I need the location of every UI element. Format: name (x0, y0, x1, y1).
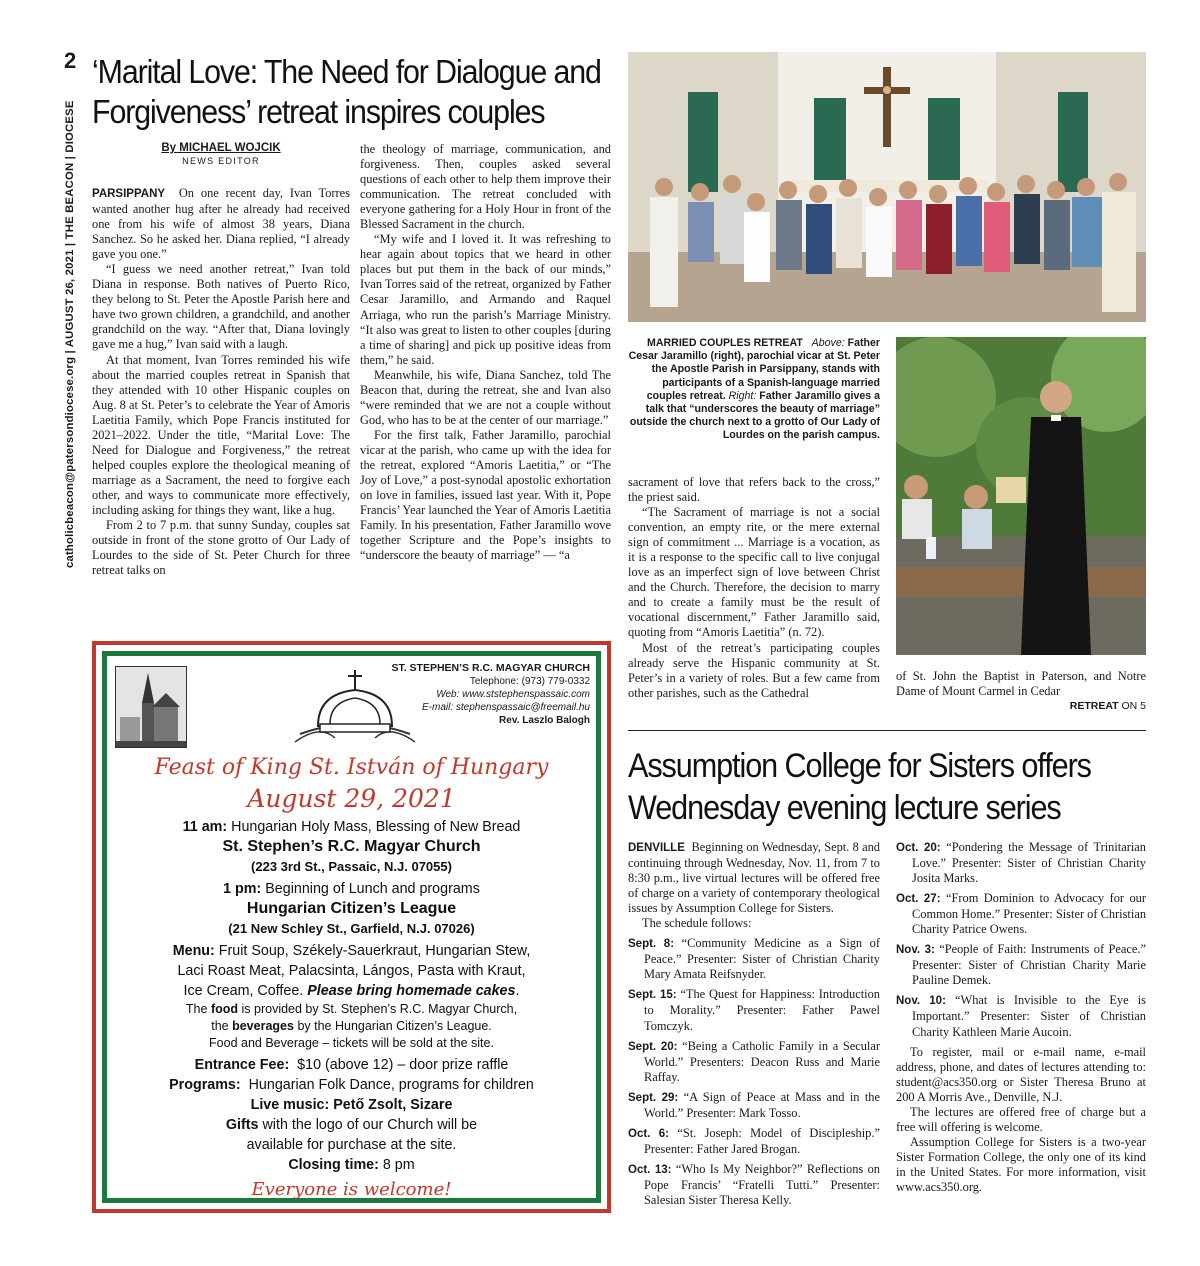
folio-sidebar: catholicbeacon@patersondiocese.org | AUGUST 26, 2021 | THE BEACON | DIOCESE (64, 100, 76, 568)
bev-text: by the Hungarian Citizen’s League. (297, 1019, 492, 1033)
paragraph: The schedule follows: (642, 916, 752, 931)
article2-headline (628, 745, 1132, 829)
cake-period: . (515, 983, 520, 999)
schedule-date: Oct. 6: (628, 1127, 670, 1140)
article2-column-2 (896, 840, 1146, 1195)
paragraph: Meanwhile, his wife, Diana Sanchez, told The Beacon that, during the retreat, she and Ivan also “were reminded that we are not a couple without God, who has to be at the center of our marriage.” (360, 367, 611, 427)
schedule-date: Sept. 20: (628, 1040, 678, 1053)
schedule-date: Oct. 20: (896, 842, 941, 854)
schedule-text: “Pondering the Message of Trinitarian Love.” Presenter: Sister of Christian Charity Josita Marks. (912, 840, 1146, 886)
caption-text-1: Father Cesar Jaramillo (right), parochial vicar at St. Peter the Apostle Parish in Parsippany, stands with participants of a Spanish-language married couples retreat. (628, 337, 880, 402)
schedule-list-2 (896, 840, 1146, 1040)
fee-label: Entrance Fee: (194, 1057, 290, 1073)
ad-title: Feast of King St. István of Hungary (154, 755, 549, 780)
paragraph: From 2 to 7 p.m. that sunny Sunday, couples sat outside in front of the stone grotto of Our Lady of Lourdes to the side of St. Peter Church for three retreat talks on (92, 518, 350, 578)
page-number: 2 (64, 48, 77, 73)
headline2-line-1: Assumption College for Sisters offers (628, 747, 1091, 785)
schedule-item (896, 891, 1146, 937)
food-pre: The (185, 1002, 208, 1016)
schedule-item (896, 942, 1146, 988)
photo-caption (628, 337, 880, 443)
church-image (115, 666, 187, 748)
gifts-label: Gifts (225, 1117, 259, 1133)
dateline-2: DENVILLE (628, 842, 685, 854)
schedule-date: Nov. 3: (896, 944, 935, 957)
paragraph: To register, mail or e-mail name, e-mail address, phone, and dates of lectures attending to: student@acs350.org or Sister Theresa Bruno at 200 A Morris Ave., Denville, N.J. (896, 1044, 1146, 1104)
paragraph: For the first talk, Father Jaramillo, parochial vicar at the parish, who came up with the idea for the retreat, explored “Amoris Laetitia,” or “The Joy of Love,” a post-synodal apostolic exhortation on love in families, issued last year. With it, Pope Francis’ Year launched the Year of Amoris Laetitia Family. In his presentation, Father Jaramillo wove together Scripture and the Pope’s insights to “underscore the beauty of marriage” — “a (360, 427, 611, 563)
schedule-item (628, 1126, 880, 1157)
headline-line-1: ‘Marital Love: The Need for Dialogue and (92, 53, 601, 90)
schedule-item (628, 1162, 880, 1208)
bev-pre: the (211, 1019, 229, 1033)
paragraph: Assumption College for Sisters is a two-year Sister Formation College, the only one of its kind in the United States. For more information, visit www.acs350.org. (896, 1134, 1146, 1194)
gifts-line-2: available for purchase at the site. (246, 1137, 457, 1153)
schedule-date: Oct. 27: (896, 893, 941, 906)
cake-note: Please bring homemade cakes (307, 983, 516, 999)
group-photo-image (628, 52, 1146, 322)
menu-line-3: Ice Cream, Coffee. (183, 983, 304, 999)
article-headline (92, 52, 607, 132)
lunch-text: Beginning of Lunch and programs (265, 881, 480, 897)
schedule-item (628, 1090, 880, 1121)
paragraph: At that moment, Ivan Torres reminded his wife about the married couples retreat in Spanish that they attended with 10 other Hispanic couples on Aug. 8 at St. Peter’s to celebrate the Year of Amoris Laetitia Family, which Pope Francis instituted for 2021–2022. Under the title, “Marital Love: The Need for Dialogue and Forgiveness,” the retreat helped couples explore the theological meaning of marriage as a Sacrament, the need to forgive each other, and ways to communicate more effectively, including asking for things they want, like a hug. (92, 352, 350, 517)
menu-line-1: Fruit Soup, Székely-Sauerkraut, Hungarian Stew, (218, 943, 531, 959)
group-photo (628, 52, 1146, 322)
paragraph: sacrament of love that refers back to the cross,” the priest said. (628, 475, 880, 505)
live-music: Live music: Pető Zsolt, Sizare (250, 1097, 453, 1113)
lunch-time: 1 pm: (223, 881, 262, 897)
jump-line (896, 700, 1146, 712)
church-pastor: Rev. Laszlo Balogh (499, 715, 590, 726)
paragraph: Most of the retreat’s participating couples already serve the Hispanic community at St. Peter’s in a variety of roles. But a few came from other parishes, such as the Cathedral (628, 640, 880, 700)
schedule-date: Sept. 29: (628, 1091, 679, 1104)
caption-above: Above: (811, 337, 845, 349)
paragraph: “The Sacrament of marriage is not a social convention, an empty rite, or the mere external sign of commitment ... Marriage is a vocation, as it is a response to the specific call to live conjugal love as an imperfect sign of love between Christ and the Church. Therefore, the decision to marry and to create a family must be the result of vocational discernment,” Father Jaramillo said, quoting from “Amoris Laetitia” (n. 72). (628, 505, 880, 640)
mass-time: 11 am: (182, 819, 228, 835)
paragraph: of St. John the Baptist in Paterson, and Notre Dame of Mount Carmel in Cedar (896, 669, 1146, 699)
schedule-item (896, 840, 1146, 886)
schedule-text: “What is Invisible to the Eye is Important.” Presenter: Sister of Christian Charity Kathleen Marie Aucoin. (912, 993, 1146, 1039)
schedule-date: Nov. 10: (896, 995, 946, 1008)
schedule-item (628, 1039, 880, 1085)
schedule-date: Sept. 8: (628, 938, 675, 951)
church-web: Web: www.ststephenspassaic.com (436, 689, 590, 700)
schedule-text: “The Quest for Happiness: Introduction to Morality.” Presenter: Father Pawel Tomczyk. (644, 987, 880, 1033)
schedule-text: “Community Medicine as a Sign of Peace.” Presenter: Sister of Christian Charity Mary Amata Reifsnyder. (644, 936, 880, 982)
dateline: PARSIPPANY (92, 188, 166, 200)
priest-photo (896, 337, 1146, 655)
closing-text: 8 pm (382, 1157, 415, 1173)
paragraph: the theology of marriage, communication, and forgiveness. Then, couples asked several questions of each other to help them improve their communication. The retreat concluded with everyone gathering for a Holy Hour in front of the Blessed Sacrament in the church. (360, 142, 611, 232)
article-column-2 (360, 142, 611, 563)
gifts-text: with the logo of our Church will be (262, 1117, 478, 1133)
paragraph: The lectures are offered free of charge but a free will offering is welcome. (896, 1104, 1146, 1134)
church-email: E-mail: stephenspassaic@freemail.hu (421, 702, 590, 713)
schedule-text: “From Dominion to Advocacy for our Common Home.” Presenter: Sister of Christian Charity Patrice Owens. (912, 891, 1147, 937)
paragraph: “My wife and I loved it. It was refreshing to hear again about topics that we heard in other places but put them in the back of our minds,” Ivan Torres said of the retreat, organized by Father Cesar Jaramillo, and Armando and Raquel Arriaga, who run the parish’s Marriage Ministry. “It also was great to listen to other couples [during a time of sharing] and pick up positive ideas from them,” he said. (360, 232, 611, 367)
menu-label: Menu: (172, 943, 215, 959)
food-text: is provided by St. Stephen’s R.C. Magyar Church, (241, 1002, 518, 1016)
article2-column-1 (628, 840, 880, 1213)
food-word: food (210, 1002, 239, 1016)
section-divider (628, 730, 1146, 731)
jump-page: ON 5 (1121, 700, 1146, 712)
schedule-item (896, 993, 1146, 1039)
paragraph: On one recent day, Ivan Torres wanted another hug after he already had received one from his wife of almost 38 years, Diana Sanchez. So he asked her. Diana replied, “I already gave you one.” (92, 186, 351, 262)
paragraph: “I guess we need another retreat,” Ivan told Diana in response. Both natives of Puerto Rico, they belong to St. Peter the Apostle Parish here and have two grown children, a grandchild, and another grandchild on the way. “After that, Diana lovingly gave me a hug,” Ivan said with a laugh. (92, 262, 350, 352)
priest-photo-image (896, 337, 1146, 655)
menu-line-2: Laci Roast Meat, Palacsinta, Lángos, Pasta with Kraut, (177, 963, 526, 979)
schedule-date: Oct. 13: (628, 1163, 672, 1176)
church-contact (380, 662, 590, 727)
schedule-text: “Who Is My Neighbor?” Reflections on Pope Francis’ “Fratelli Tutti.” Presenter: Salesian Sister Theresa Kelly. (644, 1161, 880, 1207)
tickets-note: Food and Beverage – tickets will be sold at the site. (209, 1036, 494, 1050)
church-name: ST. STEPHEN’S R.C. MAGYAR CHURCH (391, 662, 590, 674)
article-column-1 (92, 186, 350, 578)
closing-label: Closing time: (288, 1157, 379, 1173)
schedule-item (628, 987, 880, 1033)
bev-word: beverages (232, 1019, 294, 1033)
schedule-item (628, 936, 880, 982)
fee-text: $10 (above 12) – door prize raffle (297, 1057, 509, 1073)
byline-title: NEWS EDITOR (182, 156, 260, 166)
church-address: (223 3rd St., Passaic, N.J. 07055) (251, 859, 452, 874)
church-image-drawing (116, 667, 186, 747)
paragraph: Beginning on Wednesday, Sept. 8 and continuing through Wednesday, Nov. 11, from 7 to 8:30 p.m., live virtual lectures will be offered free of charge on a variety of contemporary theological issues by Assumption College for Sisters. (628, 840, 880, 916)
schedule-text: “A Sign of Peace at Mass and in the World.” Presenter: Mark Tosso. (644, 1089, 880, 1120)
league-address: (21 New Schley St., Garfield, N.J. 07026) (228, 921, 475, 936)
schedule-text: “St. Joseph: Model of Discipleship.” Presenter: Father Jared Brogan. (644, 1125, 880, 1156)
byline (92, 142, 350, 166)
programs-label: Programs: (169, 1077, 241, 1093)
schedule-date: Sept. 15: (628, 989, 677, 1002)
headline-line-2: Forgiveness’ retreat inspires couples (92, 93, 545, 130)
schedule-list-1 (628, 936, 880, 1208)
church-telephone: Telephone: (973) 779-0332 (469, 676, 590, 687)
programs-text: Hungarian Folk Dance, programs for children (248, 1077, 534, 1093)
welcome-line: Everyone is welcome! (251, 1179, 452, 1200)
mass-text: Hungarian Holy Mass, Blessing of New Bread (231, 819, 521, 835)
article-column-3 (628, 475, 880, 701)
ad-body (110, 754, 593, 1203)
ad-date: August 29, 2021 (247, 784, 456, 813)
caption-text-2: Father Jaramillo gives a talk that “underscores the beauty of marriage” outside the church next to a grotto of Our Lady of Lourdes on the parish campus. (629, 389, 880, 442)
schedule-text: “Being a Catholic Family in a Secular World.” Presenters: Deacon Russ and Marie Raffay. (644, 1038, 880, 1084)
article-column-4 (896, 669, 1146, 699)
schedule-text: “People of Faith: Instruments of Peace.” Presenter: Sister of Christian Charity Marie Pauline Demek. (912, 942, 1146, 988)
caption-head: MARRIED COUPLES RETREAT (647, 337, 803, 349)
church-venue: St. Stephen’s R.C. Magyar Church (222, 838, 481, 855)
headline2-line-2: Wednesday evening lecture series (628, 789, 1061, 827)
caption-right: Right: (728, 389, 757, 402)
league-venue: Hungarian Citizen’s League (246, 900, 457, 917)
byline-author: By MICHAEL WOJCIK (161, 142, 281, 154)
jump-label: RETREAT (1069, 700, 1119, 712)
